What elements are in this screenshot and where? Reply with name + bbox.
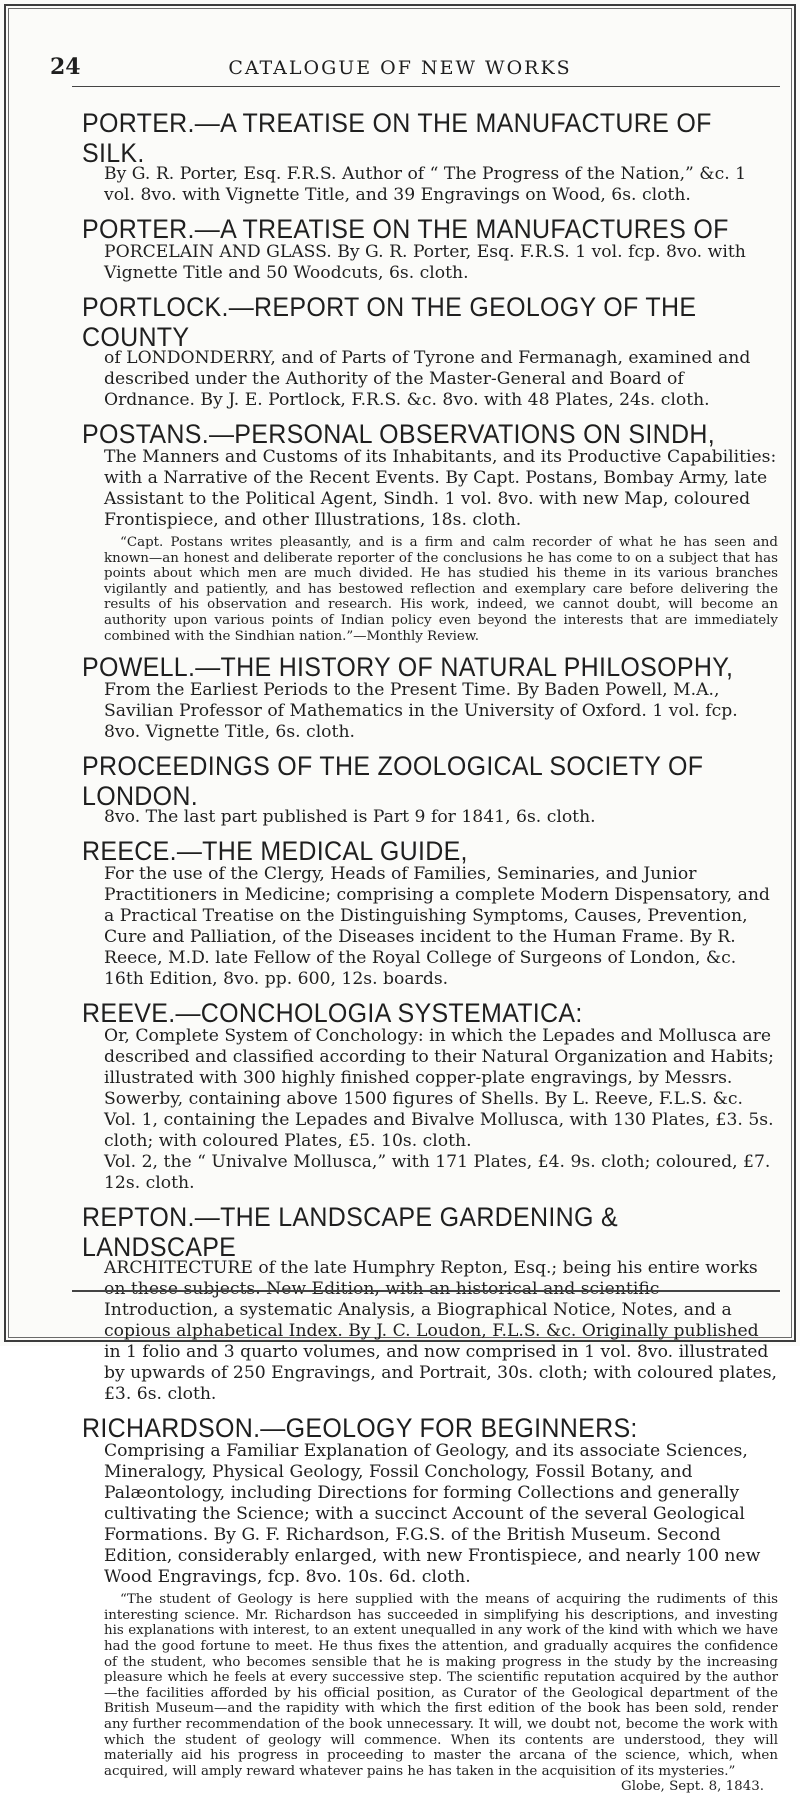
footer-rule [72,1290,780,1292]
entry-paragraph: Vol. 1, containing the Lepades and Bivalve Mollusca, with 130 Plates, £3. 5s. cloth; with coloured Plates, £5. 10s. cloth. [104,1110,774,1152]
entry-description [104,1026,778,1194]
catalogue-entry [82,751,778,828]
entry-paragraph: From the Earliest Periods to the Present Time. By Baden Powell, M.A., Savilian Professor of Mathematics in the University of Oxford. 1 vol. fcp. 8vo. Vignette Title, 6s. cloth. [104,680,738,743]
entry-paragraph: Or, Complete System of Conchology: in which the Lepades and Mollusca are described and classified according to their Natural Organization and Habits; illustrated with 300 highly finished copper-plate engravings, by Messrs. Sowerby, containing above 1500 figures of Shells. By L. Reeve, F.L.S. &c. [104,1026,774,1110]
entry-title: POWELL.—THE HISTORY OF NATURAL PHILOSOPHY, [82,652,734,683]
catalogue-entry [82,998,778,1194]
catalogue-entry [82,836,778,990]
entry-description [104,348,778,411]
entry-description [104,164,778,206]
catalogue-entry [82,214,778,284]
entry-description [104,1441,778,1588]
entry-paragraph: ARCHITECTURE of the late Humphry Repton, Esq.; being his entire works on these subjects. New Edition, with an historical and scientific Introduction, a systematic Analysis, a Biographical Notice, Notes, and a copious alphabetical Index. By J. C. Loudon, F.L.S. &c. Originally published in 1 folio and 3 quarto volumes, and now comprised in 1 vol. 8vo. illustrated by upwards of 250 Engravings, and Portrait, 30s. cloth; with coloured plates, £3. 6s. cloth. [104,1258,777,1405]
entry-title: REECE.—THE MEDICAL GUIDE, [82,836,468,867]
catalogue-entry [82,1413,778,1795]
entry-paragraph: By G. R. Porter, Esq. F.R.S. Author of “ The Progress of the Nation,” &c. 1 vol. 8vo. with Vignette Title, and 39 Engravings on Wood, 6s. cloth. [104,164,747,205]
catalogue-entry [82,1202,778,1405]
entry-paragraph: 8vo. The last part published is Part 9 for 1841, 6s. cloth. [104,807,596,828]
entry-description [104,242,778,284]
entry-title: PORTER.—A TREATISE ON THE MANUFACTURES OF [82,214,729,245]
entry-title: REPTON.—THE LANDSCAPE GARDENING & LANDSCAPE [82,1202,618,1263]
review-quote: “Capt. Postans writes pleasantly, and is a firm and calm recorder of what he has seen and known—an honest and deliberate reporter of the conclusions he has come to on a subject that has points about which men are much divided. He has studied his theme in its various branches vigilantly and patiently, and has bestowed reflection and exemplary care before delivering the results of his observation and research. His work, indeed, we cannot doubt, will become an authority upon various points of Indian policy even beyond the interests that are immediately combined with the Sindhian nation.”—Monthly Review. [104,535,778,644]
review-text: “The student of Geology is here supplied with the means of acquiring the rudiments of this interesting science. Mr. Richardson has succeeded in simplifying his descriptions, and investing his explanations with interest, to an extent unequalled in any work of the kind with which we have had the good fortune to meet. He thus fixes the attention, and gradually acquires the confidence of the student, who becomes sensible that he is making progress in the study by the increasing pleasure which he feels at every successive step. The scientific reputation acquired by the author—the facilities afforded by his official position, as Curator of the Geological department of the British Museum—and the rapidity with which the first edition of the book has been sold, render any further recommendation of the book unnecessary. It will, we doubt not, become the work with which the student of geology will commence. When its contents are understood, they will materially aid his progress in proceeding to master the arcana of the science, which, when acquired, will amply reward whatever pains he has taken in the acquisition of its mysteries.” [104,1592,778,1779]
entry-paragraph: The Manners and Customs of its Inhabitants, and its Productive Capabilities: with a Narrative of the Recent Events. By Capt. Postans, Bombay Army, late Assistant to the Political Agent, Sindh. 1 vol. 8vo. with new Map, coloured Frontispiece, and other Illustrations, 18s. cloth. [104,447,777,530]
review-quote [104,1592,778,1795]
catalogue-entries [82,108,778,1803]
running-title: CATALOGUE OF NEW WORKS [228,57,572,79]
review-source: Globe, Sept. 8, 1843. [621,1779,764,1795]
entry-title: PORTER.—A TREATISE ON THE MANUFACTURE OF SILK. [82,108,712,169]
entry-title: POSTANS.—PERSONAL OBSERVATIONS ON SINDH, [82,419,715,450]
entry-title: PORTLOCK.—REPORT ON THE GEOLOGY OF THE COUNTY [82,292,697,353]
entry-description [104,447,778,531]
catalogue-entry [82,108,778,206]
entry-title: REEVE.—CONCHOLOGIA SYSTEMATICA: [82,998,583,1029]
entry-description [104,864,778,990]
entry-paragraph: PORCELAIN AND GLASS. By G. R. Porter, Esq. F.R.S. 1 vol. fcp. 8vo. with Vignette Title and 50 Woodcuts, 6s. cloth. [104,242,746,283]
entry-paragraph: Vol. 2, the “ Univalve Mollusca,” with 171 Plates, £4. 9s. cloth; coloured, £7. 12s. cloth. [104,1152,771,1194]
page-number: 24 [50,54,81,80]
header-rule [72,86,780,87]
entry-paragraph: of LONDONDERRY, and of Parts of Tyrone and Fermanagh, examined and described under the Authority of the Master-General and Board of Ordnance. By J. E. Portlock, F.R.S. &c. 8vo. with 48 Plates, 24s. cloth. [104,348,751,410]
entry-paragraph: For the use of the Clergy, Heads of Families, Seminaries, and Junior Practitioners in Medicine; comprising a complete Modern Dispensatory, and a Practical Treatise on the Distinguishing Symptoms, Causes, Prevention, Cure and Palliation, of the Diseases incident to the Human Frame. By R. Reece, M.D. late Fellow of the Royal College of Surgeons of London, &c. 16th Edition, 8vo. pp. 600, 12s. boards. [104,864,770,990]
catalogue-entry [82,652,778,743]
entry-description [104,680,778,743]
entry-paragraph: Comprising a Familiar Explanation of Geology, and its associate Sciences, Mineralogy, Physical Geology, Fossil Conchology, Fossil Botany, and Palæontology, including Directions for forming Collections and generally cultivating the Science; with a succinct Account of the several Geological Formations. By G. F. Richardson, F.G.S. of the British Museum. Second Edition, considerably enlarged, with new Frontispiece, and nearly 100 new Wood Engravings, fcp. 8vo. 10s. 6d. cloth. [104,1441,761,1588]
catalogue-entry [82,419,778,644]
entry-description [104,1258,778,1405]
entry-title: RICHARDSON.—GEOLOGY FOR BEGINNERS: [82,1413,638,1444]
running-head [30,54,770,84]
catalogue-entry [82,292,778,411]
entry-title: PROCEEDINGS OF THE ZOOLOGICAL SOCIETY OF LONDON. [82,751,704,812]
